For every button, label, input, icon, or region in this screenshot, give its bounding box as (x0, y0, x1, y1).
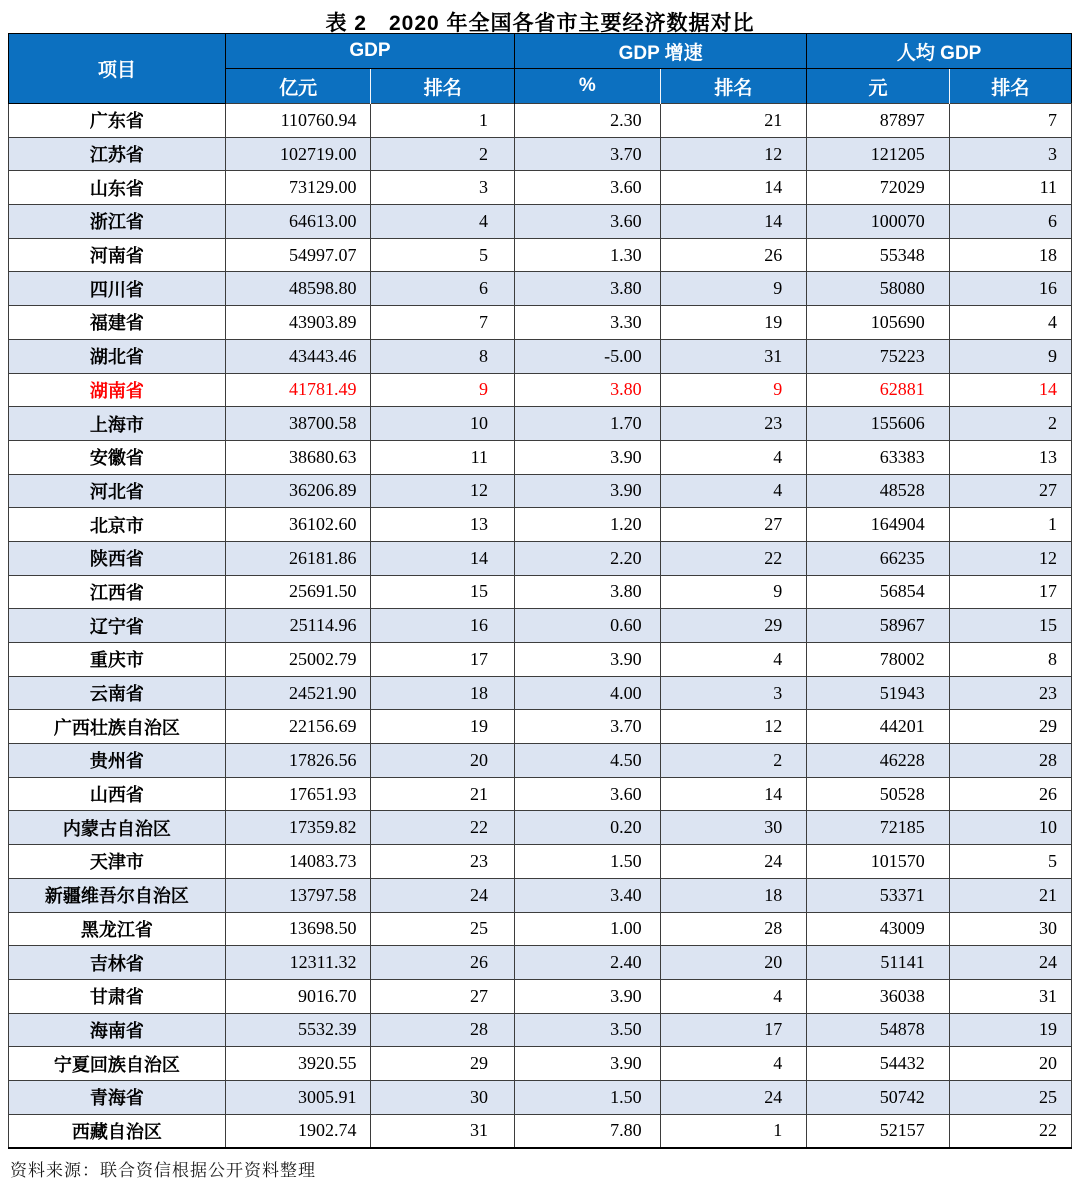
cell-gdp-rank: 3 (371, 171, 515, 205)
cell-gdp: 9016.70 (225, 979, 371, 1013)
cell-province: 四川省 (9, 272, 226, 306)
cell-percapita-rank: 31 (949, 979, 1071, 1013)
cell-gdp: 5532.39 (225, 1013, 371, 1047)
cell-gdp-rank: 18 (371, 676, 515, 710)
cell-province: 青海省 (9, 1080, 226, 1114)
cell-gdp-rank: 28 (371, 1013, 515, 1047)
cell-growth-rank: 4 (660, 474, 807, 508)
cell-province: 宁夏回族自治区 (9, 1047, 226, 1081)
cell-province: 贵州省 (9, 744, 226, 778)
header-group-row (9, 34, 1072, 69)
header-item: 项目 (9, 34, 226, 104)
cell-province: 新疆维吾尔自治区 (9, 878, 226, 912)
cell-percapita-rank: 7 (949, 104, 1071, 138)
header-group-gdp: GDP (225, 34, 514, 69)
table-row (9, 1047, 1072, 1081)
cell-gdp: 54997.07 (225, 238, 371, 272)
cell-gdp: 102719.00 (225, 137, 371, 171)
cell-percapita: 50528 (807, 777, 949, 811)
cell-gdp: 48598.80 (225, 272, 371, 306)
cell-percapita-rank: 30 (949, 912, 1071, 946)
cell-percapita: 36038 (807, 979, 949, 1013)
cell-percapita: 105690 (807, 306, 949, 340)
cell-gdp: 36102.60 (225, 508, 371, 542)
cell-gdp: 41781.49 (225, 373, 371, 407)
cell-percapita: 62881 (807, 373, 949, 407)
table-row (9, 1080, 1072, 1114)
cell-percapita-rank: 17 (949, 575, 1071, 609)
cell-gdp-rank: 26 (371, 946, 515, 980)
cell-growth: 3.60 (514, 171, 660, 205)
cell-gdp-rank: 17 (371, 643, 515, 677)
table-row (9, 912, 1072, 946)
cell-province: 河北省 (9, 474, 226, 508)
table-row (9, 306, 1072, 340)
cell-growth: 2.40 (514, 946, 660, 980)
table-row (9, 811, 1072, 845)
cell-percapita: 121205 (807, 137, 949, 171)
cell-gdp: 3005.91 (225, 1080, 371, 1114)
cell-percapita-rank: 22 (949, 1114, 1071, 1148)
cell-province: 辽宁省 (9, 609, 226, 643)
cell-percapita: 66235 (807, 541, 949, 575)
cell-percapita: 87897 (807, 104, 949, 138)
cell-percapita: 53371 (807, 878, 949, 912)
cell-gdp-rank: 27 (371, 979, 515, 1013)
cell-percapita-rank: 26 (949, 777, 1071, 811)
table-row (9, 238, 1072, 272)
table-row (9, 676, 1072, 710)
cell-province: 江西省 (9, 575, 226, 609)
cell-percapita-rank: 14 (949, 373, 1071, 407)
cell-province: 黑龙江省 (9, 912, 226, 946)
cell-growth-rank: 19 (660, 306, 807, 340)
cell-growth-rank: 4 (660, 1047, 807, 1081)
cell-percapita: 54878 (807, 1013, 949, 1047)
cell-gdp-rank: 9 (371, 373, 515, 407)
header-group-gdp-growth: GDP 增速 (514, 34, 806, 69)
table-row (9, 710, 1072, 744)
header-gdp-unit: 亿元 (225, 69, 371, 104)
cell-gdp: 25002.79 (225, 643, 371, 677)
cell-gdp: 38700.58 (225, 407, 371, 441)
cell-province: 福建省 (9, 306, 226, 340)
cell-gdp-rank: 24 (371, 878, 515, 912)
cell-percapita-rank: 24 (949, 946, 1071, 980)
cell-percapita-rank: 13 (949, 440, 1071, 474)
cell-growth-rank: 30 (660, 811, 807, 845)
cell-growth: 3.90 (514, 643, 660, 677)
cell-percapita: 51141 (807, 946, 949, 980)
cell-percapita: 72185 (807, 811, 949, 845)
cell-growth: 3.70 (514, 710, 660, 744)
cell-growth: 3.50 (514, 1013, 660, 1047)
table-row (9, 440, 1072, 474)
table-row (9, 878, 1072, 912)
cell-percapita-rank: 27 (949, 474, 1071, 508)
cell-growth: 1.50 (514, 845, 660, 879)
cell-gdp: 43903.89 (225, 306, 371, 340)
cell-growth-rank: 22 (660, 541, 807, 575)
cell-growth: 3.90 (514, 1047, 660, 1081)
cell-growth-rank: 4 (660, 643, 807, 677)
cell-province: 广西壮族自治区 (9, 710, 226, 744)
cell-growth-rank: 9 (660, 373, 807, 407)
cell-growth-rank: 31 (660, 339, 807, 373)
cell-growth-rank: 23 (660, 407, 807, 441)
cell-growth-rank: 27 (660, 508, 807, 542)
header-percapita-rank: 排名 (949, 69, 1071, 104)
cell-gdp-rank: 15 (371, 575, 515, 609)
cell-percapita-rank: 28 (949, 744, 1071, 778)
cell-gdp-rank: 10 (371, 407, 515, 441)
cell-gdp-rank: 12 (371, 474, 515, 508)
cell-growth: 1.30 (514, 238, 660, 272)
cell-growth: 3.70 (514, 137, 660, 171)
table-body (9, 104, 1072, 1148)
cell-province: 安徽省 (9, 440, 226, 474)
cell-province: 湖南省 (9, 373, 226, 407)
cell-growth-rank: 24 (660, 1080, 807, 1114)
cell-growth-rank: 9 (660, 272, 807, 306)
cell-percapita: 55348 (807, 238, 949, 272)
cell-gdp-rank: 16 (371, 609, 515, 643)
cell-percapita-rank: 19 (949, 1013, 1071, 1047)
cell-percapita: 46228 (807, 744, 949, 778)
cell-gdp: 1902.74 (225, 1114, 371, 1148)
cell-percapita-rank: 9 (949, 339, 1071, 373)
cell-gdp-rank: 6 (371, 272, 515, 306)
cell-province: 北京市 (9, 508, 226, 542)
cell-growth-rank: 12 (660, 710, 807, 744)
cell-percapita: 44201 (807, 710, 949, 744)
cell-growth-rank: 14 (660, 171, 807, 205)
cell-growth: 3.60 (514, 205, 660, 239)
cell-gdp: 17359.82 (225, 811, 371, 845)
cell-gdp: 13698.50 (225, 912, 371, 946)
cell-percapita-rank: 3 (949, 137, 1071, 171)
header-growth-rank: 排名 (660, 69, 807, 104)
cell-gdp: 110760.94 (225, 104, 371, 138)
cell-growth-rank: 14 (660, 777, 807, 811)
header-percapita-unit: 元 (807, 69, 949, 104)
cell-growth-rank: 26 (660, 238, 807, 272)
cell-growth: -5.00 (514, 339, 660, 373)
cell-percapita: 43009 (807, 912, 949, 946)
cell-gdp-rank: 8 (371, 339, 515, 373)
cell-gdp-rank: 13 (371, 508, 515, 542)
cell-percapita-rank: 15 (949, 609, 1071, 643)
cell-percapita: 52157 (807, 1114, 949, 1148)
cell-growth-rank: 21 (660, 104, 807, 138)
cell-province: 广东省 (9, 104, 226, 138)
cell-percapita: 54432 (807, 1047, 949, 1081)
cell-gdp: 26181.86 (225, 541, 371, 575)
cell-percapita-rank: 5 (949, 845, 1071, 879)
cell-growth-rank: 20 (660, 946, 807, 980)
cell-province: 西藏自治区 (9, 1114, 226, 1148)
cell-growth: 3.80 (514, 373, 660, 407)
cell-percapita: 58080 (807, 272, 949, 306)
cell-growth-rank: 18 (660, 878, 807, 912)
cell-growth-rank: 4 (660, 440, 807, 474)
cell-gdp-rank: 21 (371, 777, 515, 811)
table-title: 表 2 2020 年全国各省市主要经济数据对比 (325, 12, 755, 35)
cell-province: 云南省 (9, 676, 226, 710)
table-row (9, 777, 1072, 811)
cell-growth: 4.50 (514, 744, 660, 778)
cell-percapita-rank: 16 (949, 272, 1071, 306)
cell-growth-rank: 17 (660, 1013, 807, 1047)
cell-growth: 7.80 (514, 1114, 660, 1148)
cell-percapita-rank: 4 (949, 306, 1071, 340)
cell-province: 江苏省 (9, 137, 226, 171)
table-row (9, 1013, 1072, 1047)
cell-growth-rank: 29 (660, 609, 807, 643)
cell-growth: 0.60 (514, 609, 660, 643)
cell-gdp-rank: 23 (371, 845, 515, 879)
cell-percapita-rank: 11 (949, 171, 1071, 205)
cell-gdp-rank: 22 (371, 811, 515, 845)
cell-percapita-rank: 20 (949, 1047, 1071, 1081)
table-row (9, 979, 1072, 1013)
table-row (9, 508, 1072, 542)
cell-gdp-rank: 19 (371, 710, 515, 744)
table-row (9, 474, 1072, 508)
cell-percapita-rank: 21 (949, 878, 1071, 912)
table-row (9, 339, 1072, 373)
cell-percapita: 50742 (807, 1080, 949, 1114)
cell-gdp: 43443.46 (225, 339, 371, 373)
cell-gdp: 64613.00 (225, 205, 371, 239)
cell-percapita-rank: 8 (949, 643, 1071, 677)
cell-percapita: 100070 (807, 205, 949, 239)
header-gdp-rank: 排名 (371, 69, 515, 104)
cell-gdp-rank: 7 (371, 306, 515, 340)
cell-gdp-rank: 2 (371, 137, 515, 171)
header-growth-unit: % (514, 69, 660, 104)
cell-growth: 2.20 (514, 541, 660, 575)
cell-province: 内蒙古自治区 (9, 811, 226, 845)
cell-percapita-rank: 25 (949, 1080, 1071, 1114)
cell-gdp: 38680.63 (225, 440, 371, 474)
cell-percapita: 51943 (807, 676, 949, 710)
cell-province: 甘肃省 (9, 979, 226, 1013)
cell-gdp: 25691.50 (225, 575, 371, 609)
cell-percapita-rank: 2 (949, 407, 1071, 441)
cell-growth-rank: 24 (660, 845, 807, 879)
cell-percapita: 75223 (807, 339, 949, 373)
cell-province: 河南省 (9, 238, 226, 272)
cell-province: 山东省 (9, 171, 226, 205)
cell-gdp: 25114.96 (225, 609, 371, 643)
table-row (9, 205, 1072, 239)
cell-percapita-rank: 10 (949, 811, 1071, 845)
table-row (9, 541, 1072, 575)
cell-percapita-rank: 18 (949, 238, 1071, 272)
table-row (9, 1114, 1072, 1148)
cell-growth: 3.80 (514, 575, 660, 609)
cell-growth: 1.00 (514, 912, 660, 946)
cell-growth: 1.70 (514, 407, 660, 441)
cell-gdp-rank: 20 (371, 744, 515, 778)
cell-percapita-rank: 12 (949, 541, 1071, 575)
cell-province: 山西省 (9, 777, 226, 811)
cell-percapita: 155606 (807, 407, 949, 441)
cell-growth: 3.80 (514, 272, 660, 306)
cell-gdp-rank: 30 (371, 1080, 515, 1114)
table-row (9, 575, 1072, 609)
table-row (9, 272, 1072, 306)
cell-growth: 4.00 (514, 676, 660, 710)
cell-province: 陕西省 (9, 541, 226, 575)
cell-gdp: 17651.93 (225, 777, 371, 811)
cell-province: 海南省 (9, 1013, 226, 1047)
cell-growth: 1.50 (514, 1080, 660, 1114)
cell-gdp: 13797.58 (225, 878, 371, 912)
cell-gdp-rank: 11 (371, 440, 515, 474)
cell-percapita-rank: 23 (949, 676, 1071, 710)
cell-gdp: 22156.69 (225, 710, 371, 744)
cell-growth: 3.30 (514, 306, 660, 340)
cell-percapita-rank: 29 (949, 710, 1071, 744)
cell-gdp-rank: 1 (371, 104, 515, 138)
cell-growth-rank: 12 (660, 137, 807, 171)
cell-gdp: 17826.56 (225, 744, 371, 778)
cell-growth-rank: 9 (660, 575, 807, 609)
cell-percapita-rank: 6 (949, 205, 1071, 239)
cell-growth: 3.90 (514, 474, 660, 508)
cell-province: 上海市 (9, 407, 226, 441)
cell-gdp-rank: 25 (371, 912, 515, 946)
cell-growth-rank: 3 (660, 676, 807, 710)
source-note: 资料来源：联合资信根据公开资料整理 (10, 1160, 316, 1180)
cell-percapita: 63383 (807, 440, 949, 474)
cell-growth-rank: 1 (660, 1114, 807, 1148)
table-row (9, 137, 1072, 171)
table-header (9, 34, 1072, 104)
cell-growth-rank: 4 (660, 979, 807, 1013)
table-row (9, 845, 1072, 879)
cell-growth: 3.60 (514, 777, 660, 811)
cell-gdp-rank: 4 (371, 205, 515, 239)
cell-growth: 0.20 (514, 811, 660, 845)
cell-province: 湖北省 (9, 339, 226, 373)
economic-data-table (8, 33, 1072, 1149)
cell-gdp: 12311.32 (225, 946, 371, 980)
cell-percapita: 48528 (807, 474, 949, 508)
cell-percapita: 72029 (807, 171, 949, 205)
cell-percapita-rank: 1 (949, 508, 1071, 542)
header-group-gdp-per-capita: 人均 GDP (807, 34, 1072, 69)
table-row (9, 407, 1072, 441)
cell-growth: 3.40 (514, 878, 660, 912)
cell-growth: 1.20 (514, 508, 660, 542)
cell-percapita: 164904 (807, 508, 949, 542)
cell-gdp: 24521.90 (225, 676, 371, 710)
cell-growth: 3.90 (514, 440, 660, 474)
table-row (9, 171, 1072, 205)
table-row (9, 373, 1072, 407)
cell-growth-rank: 2 (660, 744, 807, 778)
cell-growth: 3.90 (514, 979, 660, 1013)
cell-gdp-rank: 5 (371, 238, 515, 272)
cell-gdp: 3920.55 (225, 1047, 371, 1081)
cell-gdp: 73129.00 (225, 171, 371, 205)
cell-province: 重庆市 (9, 643, 226, 677)
table-row (9, 946, 1072, 980)
cell-gdp: 36206.89 (225, 474, 371, 508)
cell-percapita: 56854 (807, 575, 949, 609)
cell-percapita: 101570 (807, 845, 949, 879)
table-row (9, 643, 1072, 677)
table-row (9, 744, 1072, 778)
cell-gdp-rank: 14 (371, 541, 515, 575)
cell-percapita: 78002 (807, 643, 949, 677)
cell-gdp-rank: 31 (371, 1114, 515, 1148)
table-row (9, 609, 1072, 643)
cell-growth-rank: 14 (660, 205, 807, 239)
cell-province: 天津市 (9, 845, 226, 879)
cell-growth-rank: 28 (660, 912, 807, 946)
cell-gdp-rank: 29 (371, 1047, 515, 1081)
table-row (9, 104, 1072, 138)
cell-gdp: 14083.73 (225, 845, 371, 879)
cell-province: 浙江省 (9, 205, 226, 239)
cell-growth: 2.30 (514, 104, 660, 138)
cell-province: 吉林省 (9, 946, 226, 980)
cell-percapita: 58967 (807, 609, 949, 643)
